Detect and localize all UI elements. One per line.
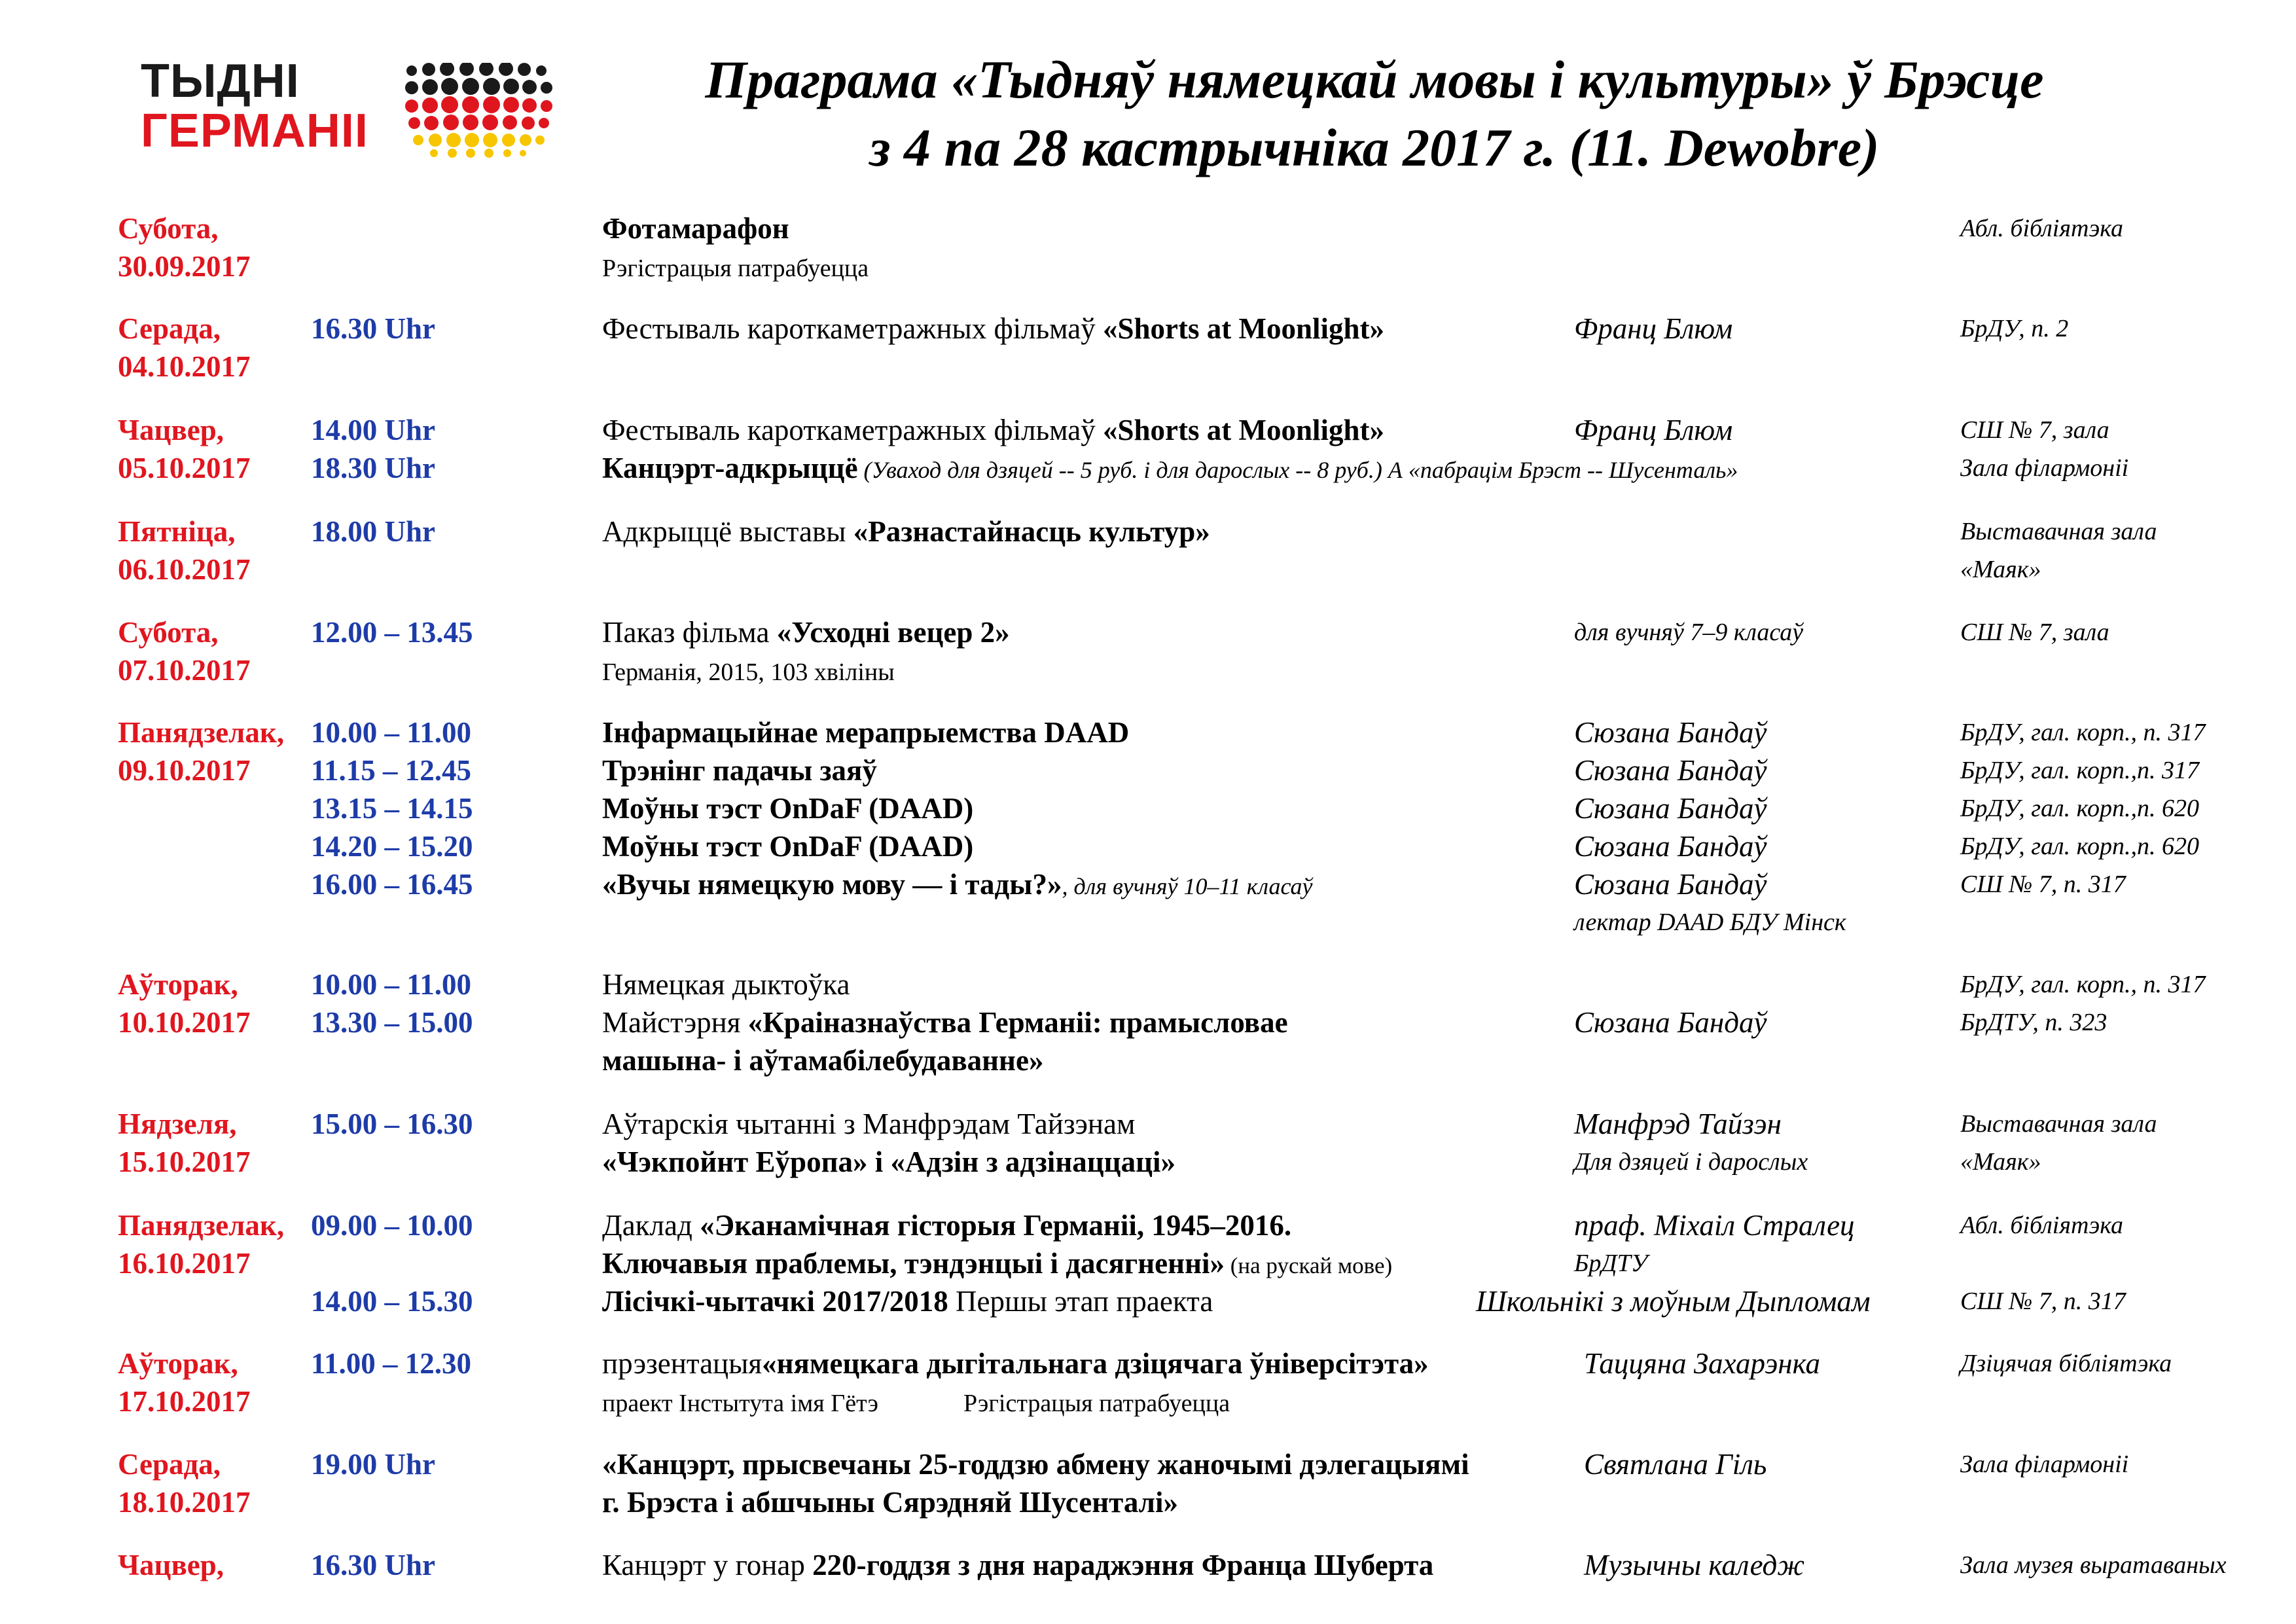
- event-venue: «Маяк»: [1960, 556, 2041, 583]
- event-venue: СШ № 7, п. 317: [1960, 871, 2126, 898]
- event-date: 05.10.2017: [118, 452, 251, 484]
- event-day: Чацвер,: [118, 1549, 224, 1581]
- event-title-cont: машына- і аўтамабілебудаванне»: [602, 1044, 1044, 1077]
- event-venue: БрДУ, гал. корп.,п. 620: [1960, 795, 2199, 822]
- event-person: для вучняў 7–9 класаў: [1574, 619, 1804, 646]
- event-time: 12.00 – 13.45: [311, 616, 473, 649]
- event-venue: Зала філармоніі: [1960, 1451, 2129, 1478]
- logo-line1: ТЫДНІ: [141, 55, 300, 107]
- event-title: Нямецкая дыктоўка: [602, 968, 850, 1001]
- event-date: 30.09.2017: [118, 250, 251, 283]
- event-title: Моўны тэст OnDaF (DAAD): [602, 830, 974, 863]
- event-subtitle: праект Інстытута імя Гётэ Рэгістрацыя патрабуецца: [602, 1390, 1230, 1417]
- event-title: Фестываль кароткаметражных фільмаў «Shorts at Moonlight»: [602, 414, 1385, 446]
- event-time: 14.00 Uhr: [311, 414, 435, 446]
- event-venue: БрДТУ, п. 323: [1960, 1009, 2108, 1036]
- event-venue: СШ № 7, п. 317: [1960, 1288, 2126, 1315]
- event-title: Канцэрт у гонар 220-годдзя з дня нараджэння Франца Шуберта: [602, 1549, 1434, 1581]
- event-title: Адкрыццё выставы «Разнастайнасць культур»: [602, 515, 1210, 548]
- event-person: Святлана Гіль: [1584, 1448, 1767, 1481]
- event-venue: Дзіцячая бібліятэка: [1960, 1350, 2172, 1377]
- event-title: Моўны тэст OnDaF (DAAD): [602, 792, 974, 825]
- event-venue: БрДУ, гал. корп.,п. 620: [1960, 833, 2199, 860]
- event-time: 18.30 Uhr: [311, 452, 435, 484]
- event-time: 15.00 – 16.30: [311, 1108, 473, 1140]
- event-date: 04.10.2017: [118, 350, 251, 383]
- event-day: Аўторак,: [118, 968, 238, 1001]
- event-person: Сюзана Бандаў: [1574, 792, 1767, 825]
- event-date: 15.10.2017: [118, 1146, 251, 1178]
- event-person: праф. Міхаіл Стралец: [1574, 1209, 1855, 1242]
- logo-line2: ГЕРМАНІІ: [141, 105, 368, 157]
- event-venue: Выставачная зала: [1960, 1110, 2157, 1138]
- event-time: 10.00 – 11.00: [311, 968, 472, 1001]
- event-subtitle: Германія, 2015, 103 хвіліны: [602, 659, 895, 686]
- event-venue: Зала філармоніі: [1960, 454, 2129, 482]
- event-time: 16.30 Uhr: [311, 1549, 435, 1581]
- event-date: 06.10.2017: [118, 553, 251, 586]
- event-title: «Канцэрт, прысвечаны 25-годдзю абмену жаночымі дэлегацыямі: [602, 1448, 1469, 1481]
- event-person: Манфрэд Тайзэн: [1574, 1108, 1782, 1140]
- event-venue: БрДУ, п. 2: [1960, 315, 2069, 342]
- event-person: Школьнікі з моўным Дыпломам: [1476, 1285, 1871, 1318]
- event-person: Сюзана Бандаў: [1574, 1006, 1767, 1039]
- event-venue: БрДУ, гал. корп.,п. 317: [1960, 757, 2199, 784]
- event-date: 17.10.2017: [118, 1385, 251, 1418]
- event-time: 19.00 Uhr: [311, 1448, 435, 1481]
- event-venue: «Маяк»: [1960, 1148, 2041, 1176]
- event-time: 13.15 – 14.15: [311, 792, 473, 825]
- event-person: БрДТУ: [1574, 1250, 1648, 1277]
- event-date: 07.10.2017: [118, 654, 251, 687]
- event-venue: БрДУ, гал. корп., п. 317: [1960, 971, 2206, 998]
- event-day: Серада,: [118, 312, 221, 345]
- event-venue: СШ № 7, зала: [1960, 619, 2109, 646]
- event-person-sub: лектар DAAD БДУ Мінск: [1574, 909, 1846, 936]
- title-line1: Праграма «Тыдняў нямецкай мовы і культуры» ў Брэсце: [705, 50, 2044, 109]
- event-person: Сюзана Бандаў: [1574, 868, 1767, 901]
- event-time: 11.00 – 12.30: [311, 1347, 472, 1380]
- event-title: Даклад «Эканамічная гісторыя Германіі, 1945–2016.: [602, 1209, 1292, 1242]
- event-person: Таццяна Захарэнка: [1584, 1347, 1821, 1380]
- event-title-cont: Ключавыя праблемы, тэндэнцыі і дасягненні» (на рускай мове): [602, 1247, 1393, 1280]
- event-time: 14.00 – 15.30: [311, 1285, 473, 1318]
- event-venue: Абл. бібліятэка: [1960, 215, 2124, 242]
- event-title: «Вучы нямецкую мову — і тады?», для вучняў 10–11 класаў: [602, 868, 1313, 901]
- event-date: 16.10.2017: [118, 1247, 251, 1280]
- event-day: Аўторак,: [118, 1347, 238, 1380]
- event-title: Фотамарафон: [602, 212, 789, 245]
- event-time: 14.20 – 15.20: [311, 830, 473, 863]
- event-title: Інфармацыйнае мерапрыемства DAAD: [602, 716, 1130, 749]
- event-person: Для дзяцей і дарослых: [1574, 1148, 1808, 1176]
- event-day: Серада,: [118, 1448, 221, 1481]
- event-time: 16.30 Uhr: [311, 312, 435, 345]
- event-title: Канцэрт-адкрыццё (Уваход для дзяцей -- 5 руб. і для дарослых -- 8 руб.) А «пабрацім Брэст -- Шусенталь»: [602, 452, 1738, 484]
- event-title-cont: г. Брэста і абшчыны Сярэдняй Шусенталі»: [602, 1486, 1178, 1519]
- event-day: Панядзелак,: [118, 716, 285, 749]
- event-day: Чацвер,: [118, 414, 224, 446]
- event-person: Сюзана Бандаў: [1574, 754, 1767, 787]
- event-venue: БрДУ, гал. корп., п. 317: [1960, 719, 2206, 746]
- event-venue: СШ № 7, зала: [1960, 416, 2109, 444]
- event-day: Пятніца,: [118, 515, 236, 548]
- title-line2: з 4 па 28 кастрычніка 2017 г. (11. Dewobre): [869, 118, 1880, 177]
- event-date: 09.10.2017: [118, 754, 251, 787]
- event-title: Трэнінг падачы заяў: [602, 754, 877, 787]
- event-venue: Абл. бібліятэка: [1960, 1212, 2124, 1239]
- event-date: 18.10.2017: [118, 1486, 251, 1519]
- event-day: Нядзеля,: [118, 1108, 237, 1140]
- event-day: Панядзелак,: [118, 1209, 285, 1242]
- event-title: Майстэрня «Краіназнаўства Германіі: прамысловае: [602, 1006, 1288, 1039]
- event-title: Аўтарскія чытанні з Манфрэдам Тайзэнам: [602, 1108, 1136, 1140]
- event-title: Паказ фільма «Усходні вецер 2»: [602, 616, 1010, 649]
- event-time: 10.00 – 11.00: [311, 716, 472, 749]
- event-time: 13.30 – 15.00: [311, 1006, 473, 1039]
- event-person: Франц Блюм: [1574, 414, 1733, 446]
- event-time: 18.00 Uhr: [311, 515, 435, 548]
- event-subtitle: Рэгістрацыя патрабуецца: [602, 255, 869, 282]
- event-title: Лісічкі-чытачкі 2017/2018 Першы этап праекта: [602, 1285, 1213, 1318]
- event-date: 10.10.2017: [118, 1006, 251, 1039]
- event-time: 09.00 – 10.00: [311, 1209, 473, 1242]
- event-person: Франц Блюм: [1574, 312, 1733, 345]
- event-person: Сюзана Бандаў: [1574, 716, 1767, 749]
- event-title: Фестываль кароткаметражных фільмаў «Shorts at Moonlight»: [602, 312, 1385, 345]
- event-person: Сюзана Бандаў: [1574, 830, 1767, 863]
- event-title: «Чэкпойнт Еўропа» і «Адзін з адзінаццаці»: [602, 1146, 1176, 1178]
- event-person: Музычны каледж: [1584, 1549, 1805, 1581]
- event-title: прэзентацыя«нямецкага дыгітальнага дзіцячага ўніверсітэта»: [602, 1347, 1429, 1380]
- event-venue: Выставачная зала: [1960, 518, 2157, 545]
- event-time: 11.15 – 12.45: [311, 754, 472, 787]
- event-day: Субота,: [118, 616, 219, 649]
- event-day: Субота,: [118, 212, 219, 245]
- event-venue: Зала музея выратаваных: [1960, 1551, 2227, 1579]
- event-time: 16.00 – 16.45: [311, 868, 473, 901]
